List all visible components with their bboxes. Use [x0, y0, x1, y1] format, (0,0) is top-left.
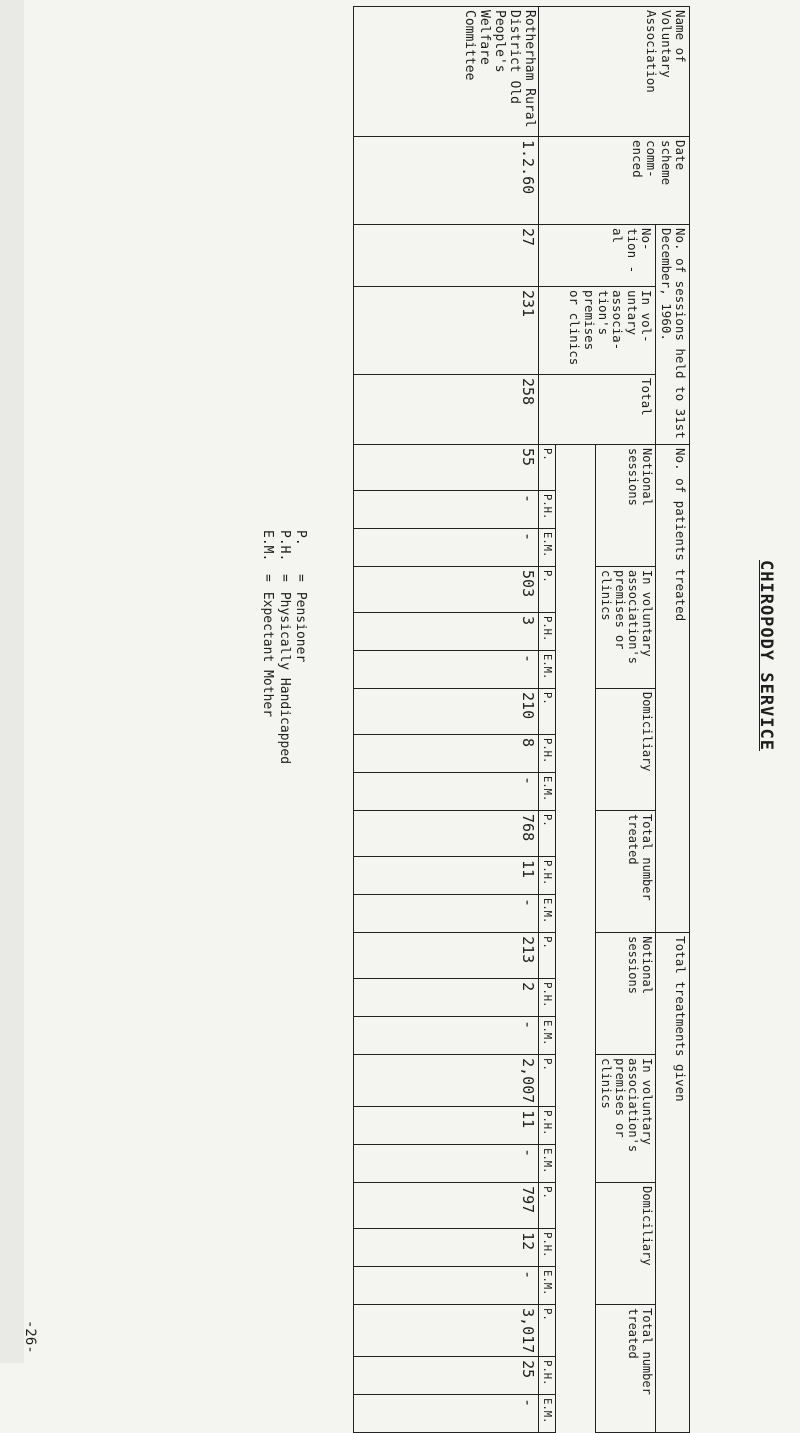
abbreviation-key — [259, 530, 308, 764]
cell-patients-domiciliary-p: 210 — [354, 689, 539, 735]
key-separator: = — [293, 574, 308, 582]
cell-patients-total-p: 768 — [354, 811, 539, 857]
code-p: P. — [539, 811, 556, 857]
col-notional-header: No- tion -al — [539, 225, 656, 287]
cell-patients-notional-p: 55 — [354, 445, 539, 491]
cell-treatments-notional-em: - — [354, 1017, 539, 1055]
cell-treatments-premises-ph: 11 — [354, 1107, 539, 1145]
key-separator: = — [276, 574, 292, 582]
cell-treatments-notional-p: 213 — [354, 933, 539, 979]
code-ph: P.H. — [539, 1107, 556, 1145]
cell-patients-premises-em: - — [354, 651, 539, 689]
code-em: E.M. — [539, 1395, 556, 1433]
key-row-expectant — [259, 530, 275, 764]
col-date-header: Date scheme comm- enced — [539, 137, 690, 225]
cell-patients-domiciliary-ph: 8 — [354, 735, 539, 773]
cell-treatments-notional-ph: 2 — [354, 979, 539, 1017]
sessions-total: 258 — [354, 375, 539, 445]
code-p: P. — [539, 689, 556, 735]
code-p: P. — [539, 567, 556, 613]
sessions-group-header: No. of sessions held to 31st December, 1960. — [656, 225, 690, 445]
treatments-premises-header: In voluntary association's premises or clinics — [596, 1055, 656, 1183]
key-code: E.M. — [260, 530, 276, 562]
code-p: P. — [539, 933, 556, 979]
page-heading: CHIROPODY SERVICE — [756, 560, 776, 751]
code-ph: P.H. — [539, 735, 556, 773]
code-p: P. — [539, 1055, 556, 1107]
cell-patients-premises-p: 503 — [354, 567, 539, 613]
key-meaning: Pensioner — [293, 591, 308, 663]
cell-patients-total-em: - — [354, 895, 539, 933]
code-ph: P.H. — [539, 491, 556, 529]
patients-notional-header: Notional sessions — [596, 445, 656, 567]
date-commenced: 1.2.60 — [354, 137, 539, 225]
key-row-pensioner — [292, 530, 308, 764]
key-meaning: Expectant Mother — [260, 591, 276, 718]
key-code: P. — [293, 530, 308, 546]
code-em: E.M. — [539, 529, 556, 567]
col-total-header: Total — [539, 375, 656, 445]
treatments-domiciliary-header: Domiciliary — [596, 1183, 656, 1305]
patients-group-header: No. of patients treated — [656, 445, 690, 933]
treatments-notional-header: Notional sessions — [596, 933, 656, 1055]
cell-patients-premises-ph: 3 — [354, 613, 539, 651]
chiropody-table — [353, 6, 690, 1433]
treatments-group-header: Total treatments given — [656, 933, 690, 1433]
code-ph: P.H. — [539, 979, 556, 1017]
code-em: E.M. — [539, 651, 556, 689]
code-p: P. — [539, 445, 556, 491]
code-em: E.M. — [539, 1267, 556, 1305]
key-separator: = — [260, 574, 276, 582]
page-number: -26- — [22, 1320, 38, 1354]
cell-treatments-total-ph: 25 — [354, 1357, 539, 1395]
code-em: E.M. — [539, 1017, 556, 1055]
cell-treatments-premises-em: - — [354, 1145, 539, 1183]
code-ph: P.H. — [539, 1229, 556, 1267]
col-in-voluntary-header: In vol- untary associa- tion's premises or clinics — [539, 287, 656, 375]
header-row-1 — [656, 7, 690, 1433]
code-em: E.M. — [539, 773, 556, 811]
patients-premises-header: In voluntary association's premises or clinics — [596, 567, 656, 689]
col-name-header: Name of Voluntary Association — [539, 7, 690, 137]
code-p: P. — [539, 1183, 556, 1229]
key-meaning: Physically Handicapped — [276, 591, 292, 765]
key-row-handicapped — [276, 530, 292, 764]
cell-treatments-premises-p: 2,007 — [354, 1055, 539, 1107]
association-name: Rotherham Rural District Old People's Welfare Committee — [354, 7, 539, 137]
cell-treatments-domiciliary-ph: 12 — [354, 1229, 539, 1267]
code-em: E.M. — [539, 895, 556, 933]
cell-treatments-total-p: 3,017 — [354, 1305, 539, 1357]
code-ph: P.H. — [539, 1357, 556, 1395]
code-ph: P.H. — [539, 857, 556, 895]
patients-total-header: Total number treated — [596, 811, 656, 933]
cell-treatments-domiciliary-p: 797 — [354, 1183, 539, 1229]
cell-patients-notional-em: - — [354, 529, 539, 567]
code-p: P. — [539, 1305, 556, 1357]
table-row — [354, 7, 539, 1433]
code-ph: P.H. — [539, 613, 556, 651]
sessions-notional: 27 — [354, 225, 539, 287]
cell-patients-notional-ph: - — [354, 491, 539, 529]
treatments-total-header: Total number treated — [596, 1305, 656, 1433]
sessions-in-voluntary: 231 — [354, 287, 539, 375]
cell-patients-domiciliary-em: - — [354, 773, 539, 811]
code-em: E.M. — [539, 1145, 556, 1183]
cell-treatments-domiciliary-em: - — [354, 1267, 539, 1305]
cell-patients-total-ph: 11 — [354, 857, 539, 895]
cell-treatments-total-em: - — [354, 1395, 539, 1433]
key-code: P.H. — [276, 530, 292, 562]
patients-domiciliary-header: Domiciliary — [596, 689, 656, 811]
